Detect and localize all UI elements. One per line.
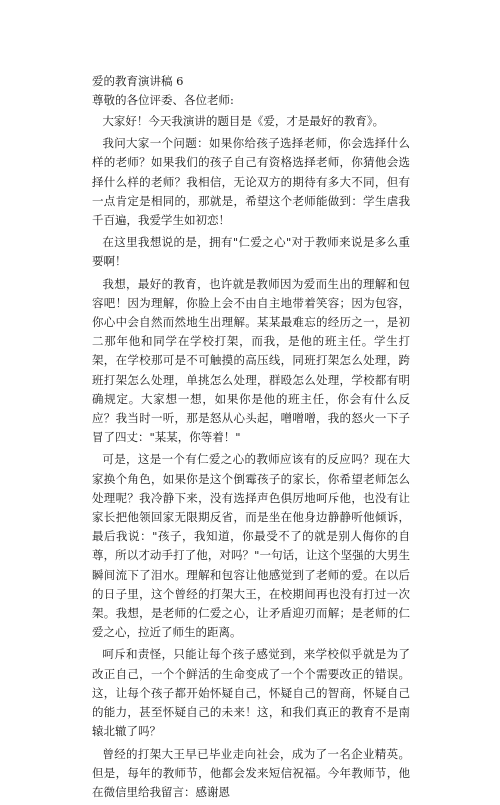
paragraph-5: 可是，这是一个有仁爱之心的教师应该有的反应吗？现在大家换个角色，如果你是这个倒霉孩子的家长，你希望老师怎么处理呢？我冷静下来，没有选择声色俱厉地呵斥他，也没有让家长把他领回家无限期反省，而是坐在他身边静静听他倾诉，最后我说："孩子，我知道，你最受不了的就是别人侮你的自尊，所以才动手打了他，对吗？"一句话，让这个坚强的大男生瞬间流下了泪水。理解和包容让他感觉到了老师的爱。在以后的日子里，这个曾经的打架大王，在校期间再也没有打过一次架。我想，是老师的仁爱之心，让矛盾迎刃而解；是老师的仁爱之心，拉近了师生的距离。 [92, 452, 410, 640]
document-title: 爱的教育演讲稿 6 [92, 74, 184, 88]
paragraph-2: 我问大家一个问题：如果你给孩子选择老师，你会选择什么样的老师？如果我们的孩子自己有资格选择老师，你猜他会选择什么样的老师？我相信，无论双方的期待有多大不同，但有一点肯定是相同的，那就是，希望这个老师能做到：学生虐我千百遍，我爱学生如初恋！ [92, 136, 410, 228]
paragraph-3: 在这里我想说的是，拥有"仁爱之心"对于教师来说是多么重要啊！ [92, 235, 410, 269]
paragraph-7: 曾经的打架大王早已毕业走向社会，成为了一名企业精英。但是，每年的教师节，他都会发来短信祝福。今年教师节，他在微信里给我留言：感谢恩 [92, 746, 410, 799]
paragraph-6: 呵斥和责怪，只能让每个孩子感觉到，来学校似乎就是为了改正自己，一个个鲜活的生命变成了一个个需要改正的错误。这，让每个孩子都开始怀疑自己，怀疑自己的智商，怀疑自己的能力，甚至怀疑自己的未来！这，和我们真正的教育不是南辕北辙了吗？ [92, 647, 410, 739]
salutation: 尊敬的各位评委、各位老师: [92, 93, 234, 107]
paragraph-1: 大家好！今天我演讲的题目是《爱，才是最好的教育》。 [102, 114, 385, 128]
document-page [92, 73, 410, 805]
paragraph-4: 我想，最好的教育，也许就是教师因为爱而生出的理解和包容吧！因为理解，你脸上会不由自主地带着笑容；因为包容，你心中会自然而然地生出理解。某某最难忘的经历之一，是初二那年他和同学在学校打架，而我，是他的班主任。学生打架，在学校那可是不可触摸的高压线，同班打架怎么处理，跨班打架怎么处理，单挑怎么处理，群殴怎么处理，学校都有明确规定。大家想一想，如果你是他的班主任，你会有什么反应？我当时一听，那是怒从心头起，噌噌噌，我的怒火一下子冒了四丈："某某，你等着！" [92, 276, 410, 445]
